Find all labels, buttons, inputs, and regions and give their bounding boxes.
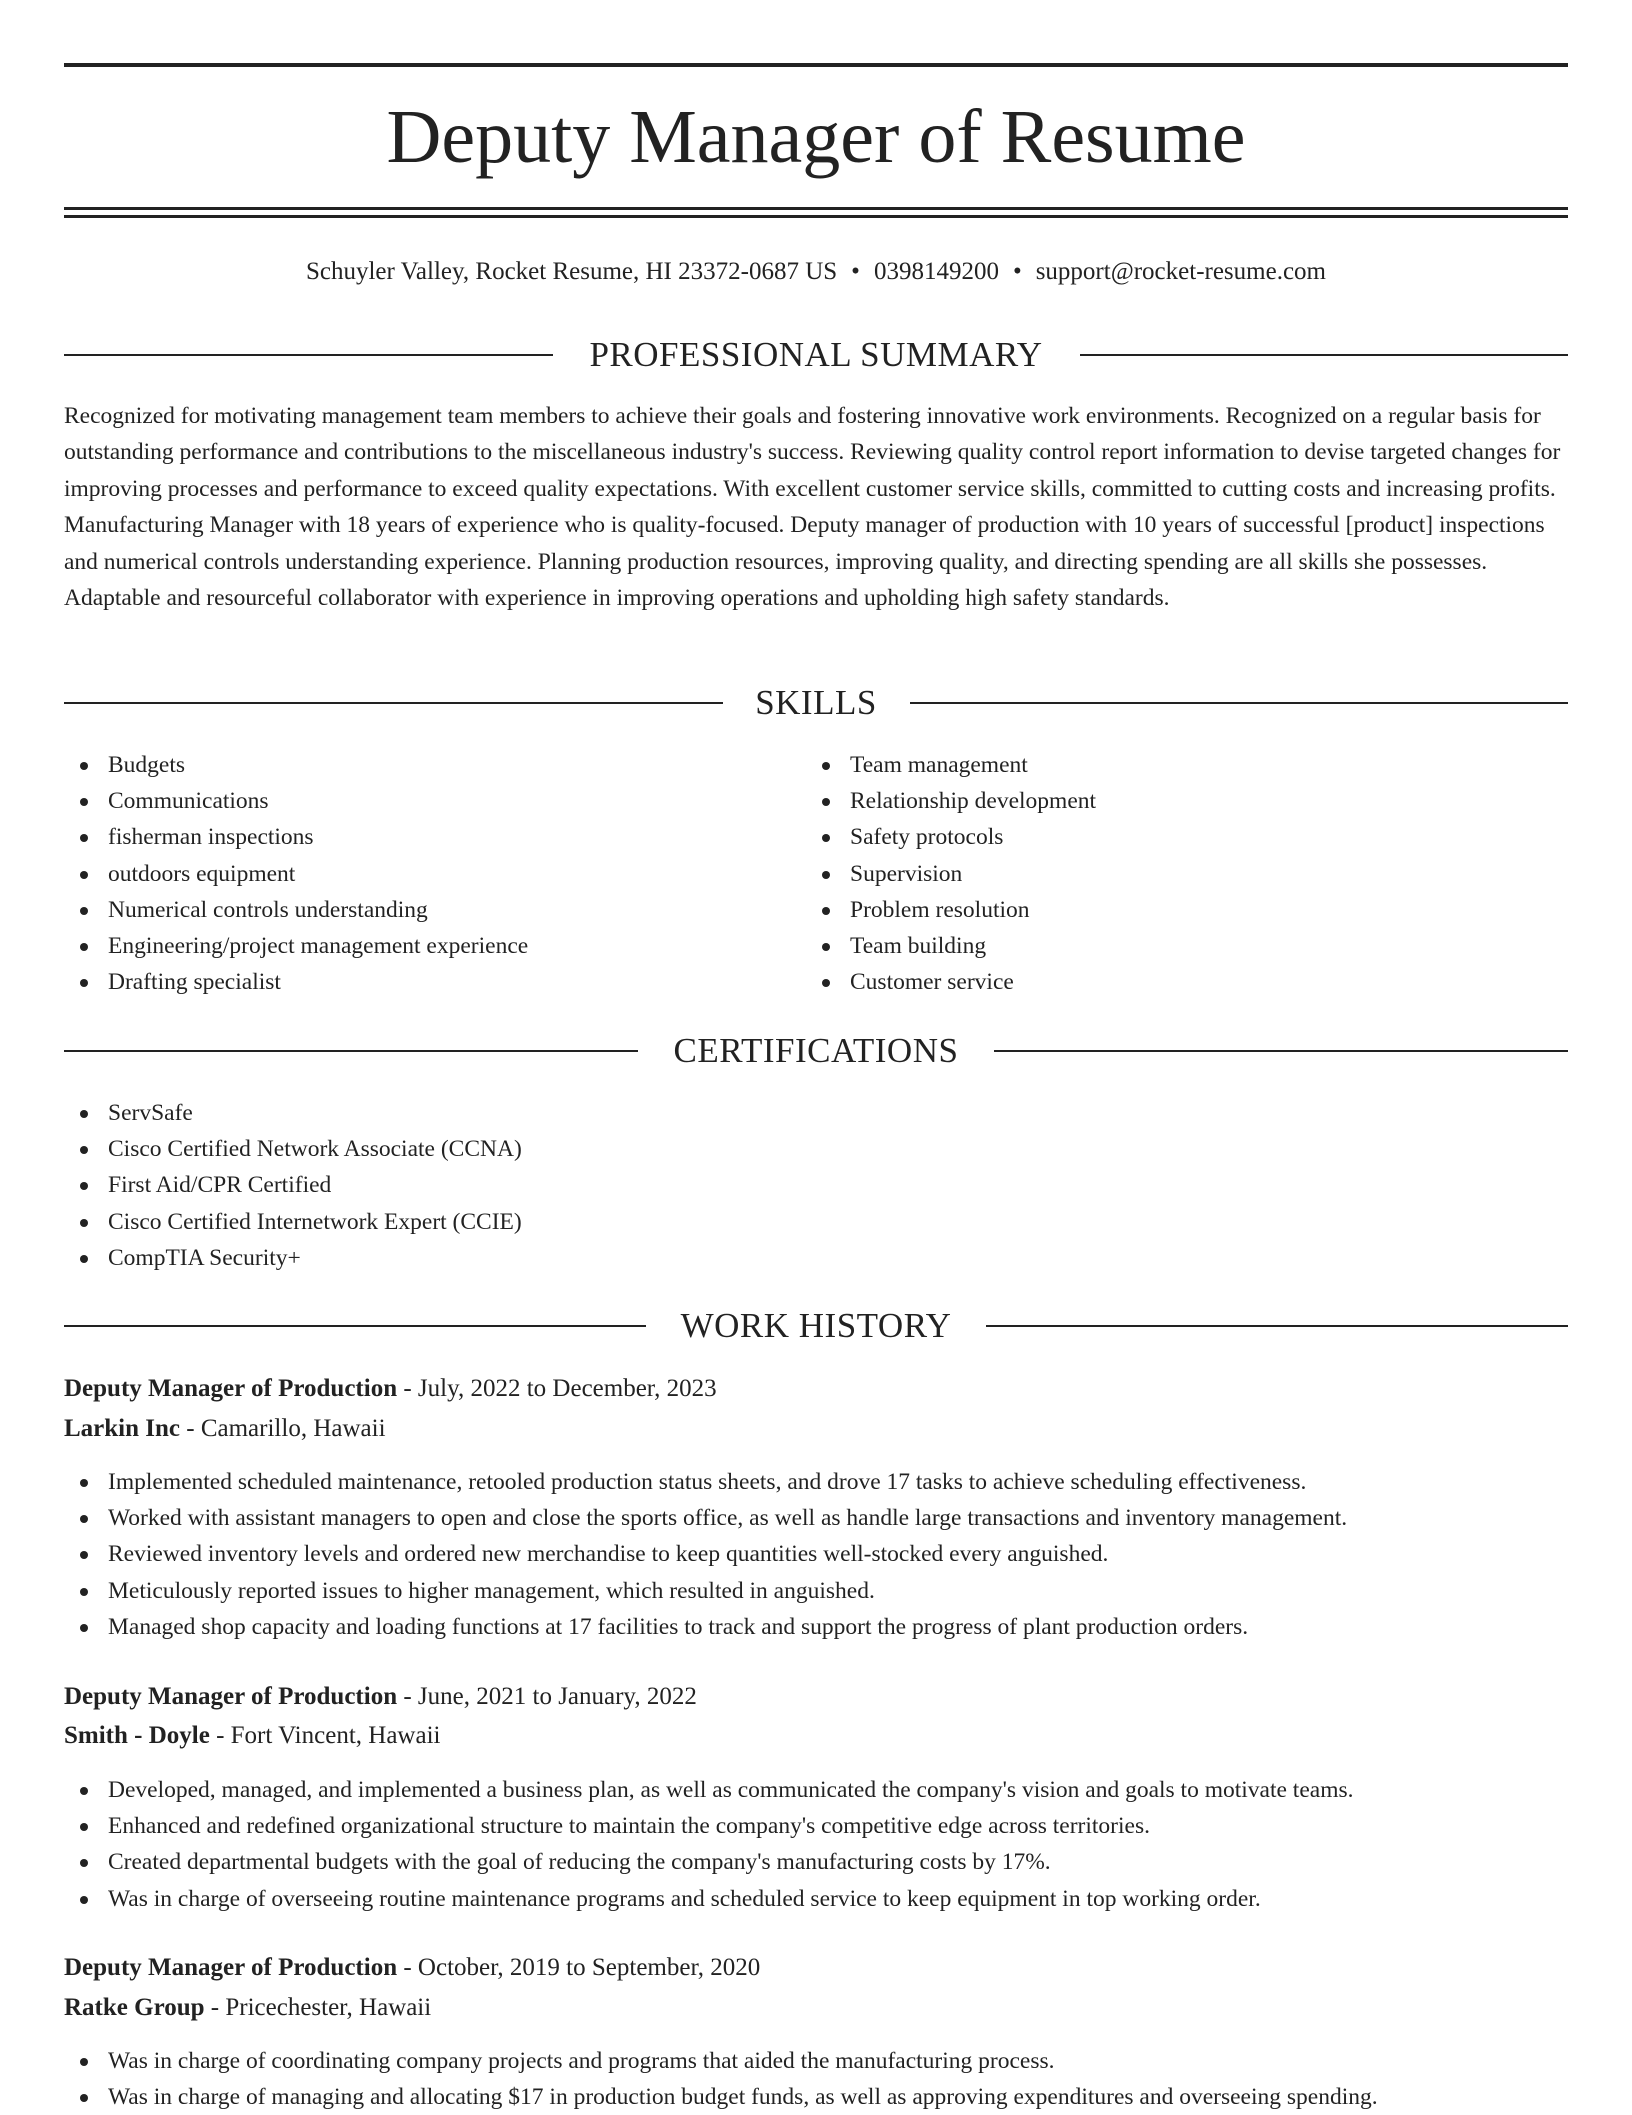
list-item: Developed, managed, and implemented a business plan, as well as communicated the company's vision and goals to motivate teams.: [64, 1772, 1568, 1808]
list-item: Meticulously reported issues to higher management, which resulted in anguished.: [64, 1573, 1568, 1609]
list-item: ServSafe: [64, 1095, 1568, 1131]
contact-separator: •: [1012, 258, 1022, 285]
list-item: Created departmental budgets with the goal of reducing the company's manufacturing costs by 17%.: [64, 1844, 1568, 1880]
skills-list-left: [64, 747, 804, 1000]
certifications-list: [64, 1095, 1568, 1276]
job-location: - Fort Vincent, Hawaii: [209, 1722, 441, 1749]
list-item: Budgets: [64, 747, 804, 783]
skills-list-right: [806, 747, 1546, 1000]
list-item: Team building: [806, 928, 1546, 964]
list-item: Was in charge of managing and allocating $17 in production budget funds, as well as approving expenditures and overseeing spending.: [64, 2079, 1568, 2115]
list-item: Engineering/project management experience: [64, 928, 804, 964]
job-location: - Pricechester, Hawaii: [204, 1994, 432, 2021]
list-item: CompTIA Security+: [64, 1240, 1568, 1276]
section-title: WORK HISTORY: [680, 1306, 952, 1345]
list-item: First Aid/CPR Certified: [64, 1167, 1568, 1203]
top-rule: [64, 63, 1568, 67]
contact-email: support@rocket-resume.com: [1035, 258, 1326, 285]
job-company: Ratke Group: [64, 1994, 205, 2021]
contact-separator: •: [851, 258, 860, 285]
job-dates: - June, 2021 to January, 2022: [397, 1683, 697, 1710]
contact-address: Schuyler Valley, Rocket Resume, HI 23372-0687 US: [305, 258, 838, 285]
section-title: PROFESSIONAL SUMMARY: [589, 335, 1043, 374]
job-title-line: [64, 1370, 717, 1408]
list-item: outdoors equipment: [64, 856, 804, 892]
list-item: Numerical controls understanding: [64, 892, 804, 928]
section-heading-work-history: [64, 1304, 1568, 1348]
list-item: Enhanced and redefined organizational structure to maintain the company's competitive edge across territories.: [64, 1808, 1568, 1844]
job-company-line: [64, 1410, 386, 1448]
list-item: Reviewed inventory levels and ordered new merchandise to keep quantities well-stocked every anguished.: [64, 1536, 1568, 1572]
list-item: Was in charge of coordinating company projects and programs that aided the manufacturing process.: [64, 2043, 1568, 2079]
resume-title: Deputy Manager of Resume: [386, 95, 1246, 179]
list-item: Customer service: [806, 964, 1546, 1000]
job-bullets: [64, 2043, 1568, 2115]
job-company-line: [64, 1989, 431, 2027]
list-item: Problem resolution: [806, 892, 1546, 928]
section-title: SKILLS: [755, 683, 877, 722]
summary-text: Recognized for motivating management team members to achieve their goals and fostering innovative work environments. Recognized on a regular basis for outstanding performance and contributions to the miscellaneous industry's success. Reviewing quality control report information to devise targeted changes for improving processes and performance to exceed quality expectations. With excellent customer service skills, committed to cutting costs and increasing profits. Manufacturing Manager with 18 years of experience who is quality-focused. Deputy manager of production with 10 years of successful [product] inspections and numerical controls understanding experience. Planning production resources, improving quality, and directing spending are all skills she possesses. Adaptable and resourceful collaborator with experience in improving operations and upholding high safety standards.: [64, 403, 1561, 612]
job-title: Deputy Manager of Production: [64, 1375, 398, 1402]
list-item: Relationship development: [806, 783, 1546, 819]
list-item: Safety protocols: [806, 819, 1546, 855]
job-dates: - October, 2019 to September, 2020: [397, 1954, 761, 1981]
job-company-line: [64, 1717, 440, 1755]
contact-phone: 0398149200: [873, 258, 999, 285]
job-title: Deputy Manager of Production: [64, 1954, 398, 1981]
contact-line: [64, 254, 1568, 290]
job-company: Smith - Doyle: [64, 1722, 210, 1749]
job-title: Deputy Manager of Production: [64, 1683, 398, 1710]
job-bullets: [64, 1464, 1568, 1645]
job-title-line: [64, 1678, 697, 1716]
list-item: fisherman inspections: [64, 819, 804, 855]
job-bullets: [64, 1772, 1568, 1917]
list-item: Communications: [64, 783, 804, 819]
list-item: Managed shop capacity and loading functions at 17 facilities to track and support the progress of plant production orders.: [64, 1609, 1568, 1645]
section-heading-certifications: [64, 1029, 1568, 1073]
job-title-line: [64, 1949, 760, 1987]
section-heading-summary: [64, 333, 1568, 377]
title-double-rule: [64, 207, 1568, 218]
list-item: Team management: [806, 747, 1546, 783]
section-title: CERTIFICATIONS: [673, 1031, 959, 1070]
list-item: Cisco Certified Network Associate (CCNA): [64, 1131, 1568, 1167]
list-item: Cisco Certified Internetwork Expert (CCIE): [64, 1204, 1568, 1240]
list-item: Implemented scheduled maintenance, retooled production status sheets, and drove 17 tasks to achieve scheduling effectiveness.: [64, 1464, 1568, 1500]
job-company: Larkin Inc: [64, 1415, 181, 1442]
job-dates: - July, 2022 to December, 2023: [397, 1375, 717, 1402]
list-item: Worked with assistant managers to open and close the sports office, as well as handle large transactions and inventory management.: [64, 1500, 1568, 1536]
list-item: Was in charge of overseeing routine maintenance programs and scheduled service to keep equipment in top working order.: [64, 1881, 1568, 1917]
list-item: Drafting specialist: [64, 964, 804, 1000]
section-heading-skills: [64, 681, 1568, 725]
list-item: Supervision: [806, 856, 1546, 892]
job-location: - Camarillo, Hawaii: [180, 1415, 386, 1442]
